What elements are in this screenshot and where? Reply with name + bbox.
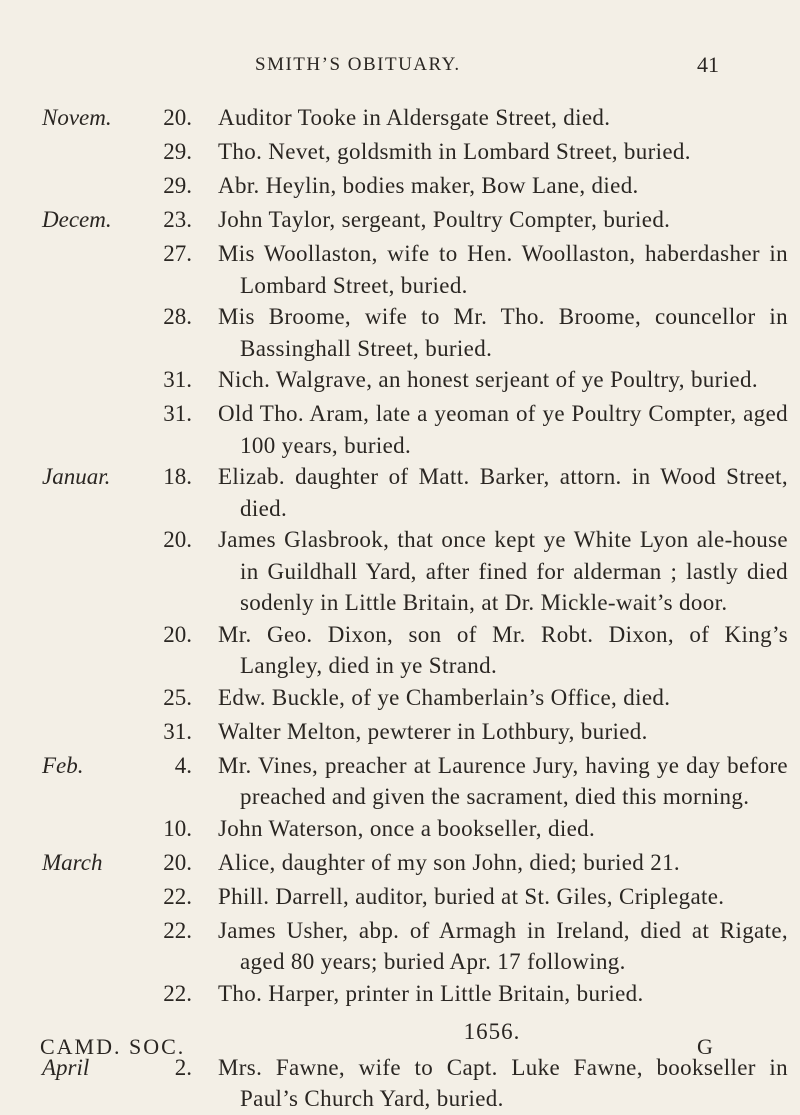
entry-month: Decem. — [42, 207, 112, 232]
entry-text: James Usher, abp. of Armagh in Ireland, died at Rigate, aged 80 years; buried Apr. 17 following. — [218, 917, 788, 974]
entry-day: 31. — [163, 718, 192, 744]
entry-day: 25. — [163, 684, 192, 710]
entry-text: Old Tho. Aram, late a yeoman of ye Poultry Compter, aged 100 years, buried. — [218, 401, 788, 458]
entry-day: 4. — [174, 752, 192, 778]
entry-text: John Waterson, once a bookseller, died. — [218, 815, 596, 841]
entry-day: 2. — [174, 1054, 192, 1080]
entry-text: Mr. Geo. Dixon, son of Mr. Robt. Dixon, of King’s Langley, died in ye Strand. — [218, 621, 788, 678]
obituary-entry — [0, 978, 800, 1012]
entry-text: Auditor Tooke in Aldersgate Street, died. — [218, 105, 611, 130]
obituary-entry — [0, 398, 800, 461]
obituary-entry — [0, 170, 800, 204]
entry-month: Novem. — [42, 105, 112, 130]
entry-day: 23. — [163, 207, 192, 232]
entry-text: Edw. Buckle, of ye Chamberlain’s Office, died. — [218, 684, 671, 710]
entry-day: 28. — [163, 304, 192, 329]
entry-text: Mis Broome, wife to Mr. Tho. Broome, councellor in Bassinghall Street, buried. — [218, 304, 788, 361]
obituary-entry — [0, 682, 800, 716]
obituary-entry — [0, 102, 800, 136]
page-header — [0, 48, 800, 88]
entry-text: Nich. Walgrave, an honest serjeant of ye Poultry, buried. — [218, 367, 758, 392]
obituary-entry — [0, 881, 800, 915]
entry-day: 20. — [163, 621, 192, 647]
entry-day: 31. — [163, 367, 192, 392]
entry-text: Abr. Heylin, bodies maker, Bow Lane, died. — [218, 173, 639, 198]
entry-day: 31. — [163, 401, 192, 426]
entry-month: April — [42, 1054, 90, 1080]
obituary-entry — [0, 847, 800, 881]
entry-text: John Taylor, sergeant, Poultry Compter, buried. — [218, 207, 671, 232]
entry-day: 27. — [163, 241, 192, 266]
running-title: SMITH’S OBITUARY. — [255, 54, 461, 75]
signature-mark: CAMD. SOC. — [40, 1034, 186, 1059]
entry-text: Tho. Nevet, goldsmith in Lombard Street, buried. — [218, 139, 691, 164]
entry-month: March — [42, 849, 103, 875]
entry-day: 20. — [163, 849, 192, 875]
entry-day: 10. — [163, 815, 192, 841]
entry-day: 29. — [163, 173, 192, 198]
entry-text: Alice, daughter of my son John, died; buried 21. — [218, 849, 681, 875]
obituary-entry — [0, 915, 800, 978]
entry-text: Walter Melton, pewterer in Lothbury, buried. — [218, 718, 648, 744]
obituary-entry — [0, 813, 800, 847]
gathering-letter: G — [697, 1034, 713, 1059]
entry-month: Januar. — [42, 464, 111, 489]
entry-day: 22. — [163, 917, 192, 943]
obituary-entry — [0, 716, 800, 750]
entry-day: 18. — [163, 464, 192, 489]
obituary-entry — [0, 750, 800, 813]
entry-text: Mrs. Fawne, wife to Capt. Luke Fawne, bookseller in Paul’s Church Yard, buried. — [218, 1054, 788, 1111]
entry-text: Phill. Darrell, auditor, buried at St. Giles, Criplegate. — [218, 883, 725, 909]
obituary-entry — [0, 524, 800, 619]
entry-text: Elizab. daughter of Matt. Barker, attorn. in Wood Street, died. — [218, 464, 788, 521]
year-heading: 1656. — [463, 1018, 521, 1044]
obituary-entry — [0, 204, 800, 238]
entry-day: 29. — [163, 139, 192, 164]
entry-day: 20. — [163, 527, 192, 552]
entry-text: Tho. Harper, printer in Little Britain, buried. — [218, 980, 644, 1006]
entry-text: James Glasbrook, that once kept ye White Lyon ale-house in Guildhall Yard, after fined for alderman ; lastly died sodenly in Little Britain, at Dr. Mickle-wait’s door. — [218, 527, 788, 615]
page-footer — [0, 1034, 800, 1068]
obituary-entries — [0, 102, 800, 1115]
obituary-entry — [0, 364, 800, 398]
entry-text: Mis Woollaston, wife to Hen. Woollaston, haberdasher in Lombard Street, buried. — [218, 241, 788, 298]
page-number: 41 — [697, 52, 719, 77]
entry-day: 22. — [163, 980, 192, 1006]
entry-day: 20. — [163, 105, 192, 130]
obituary-entry — [0, 136, 800, 170]
obituary-entry — [0, 238, 800, 301]
obituary-entry — [0, 301, 800, 364]
obituary-entry — [0, 619, 800, 682]
entry-day: 22. — [163, 883, 192, 909]
entry-month: Feb. — [42, 752, 84, 778]
entry-text: Mr. Vines, preacher at Laurence Jury, having ye day before preached and given the sacrament, died this morning. — [218, 752, 788, 809]
obituary-entry — [0, 461, 800, 524]
